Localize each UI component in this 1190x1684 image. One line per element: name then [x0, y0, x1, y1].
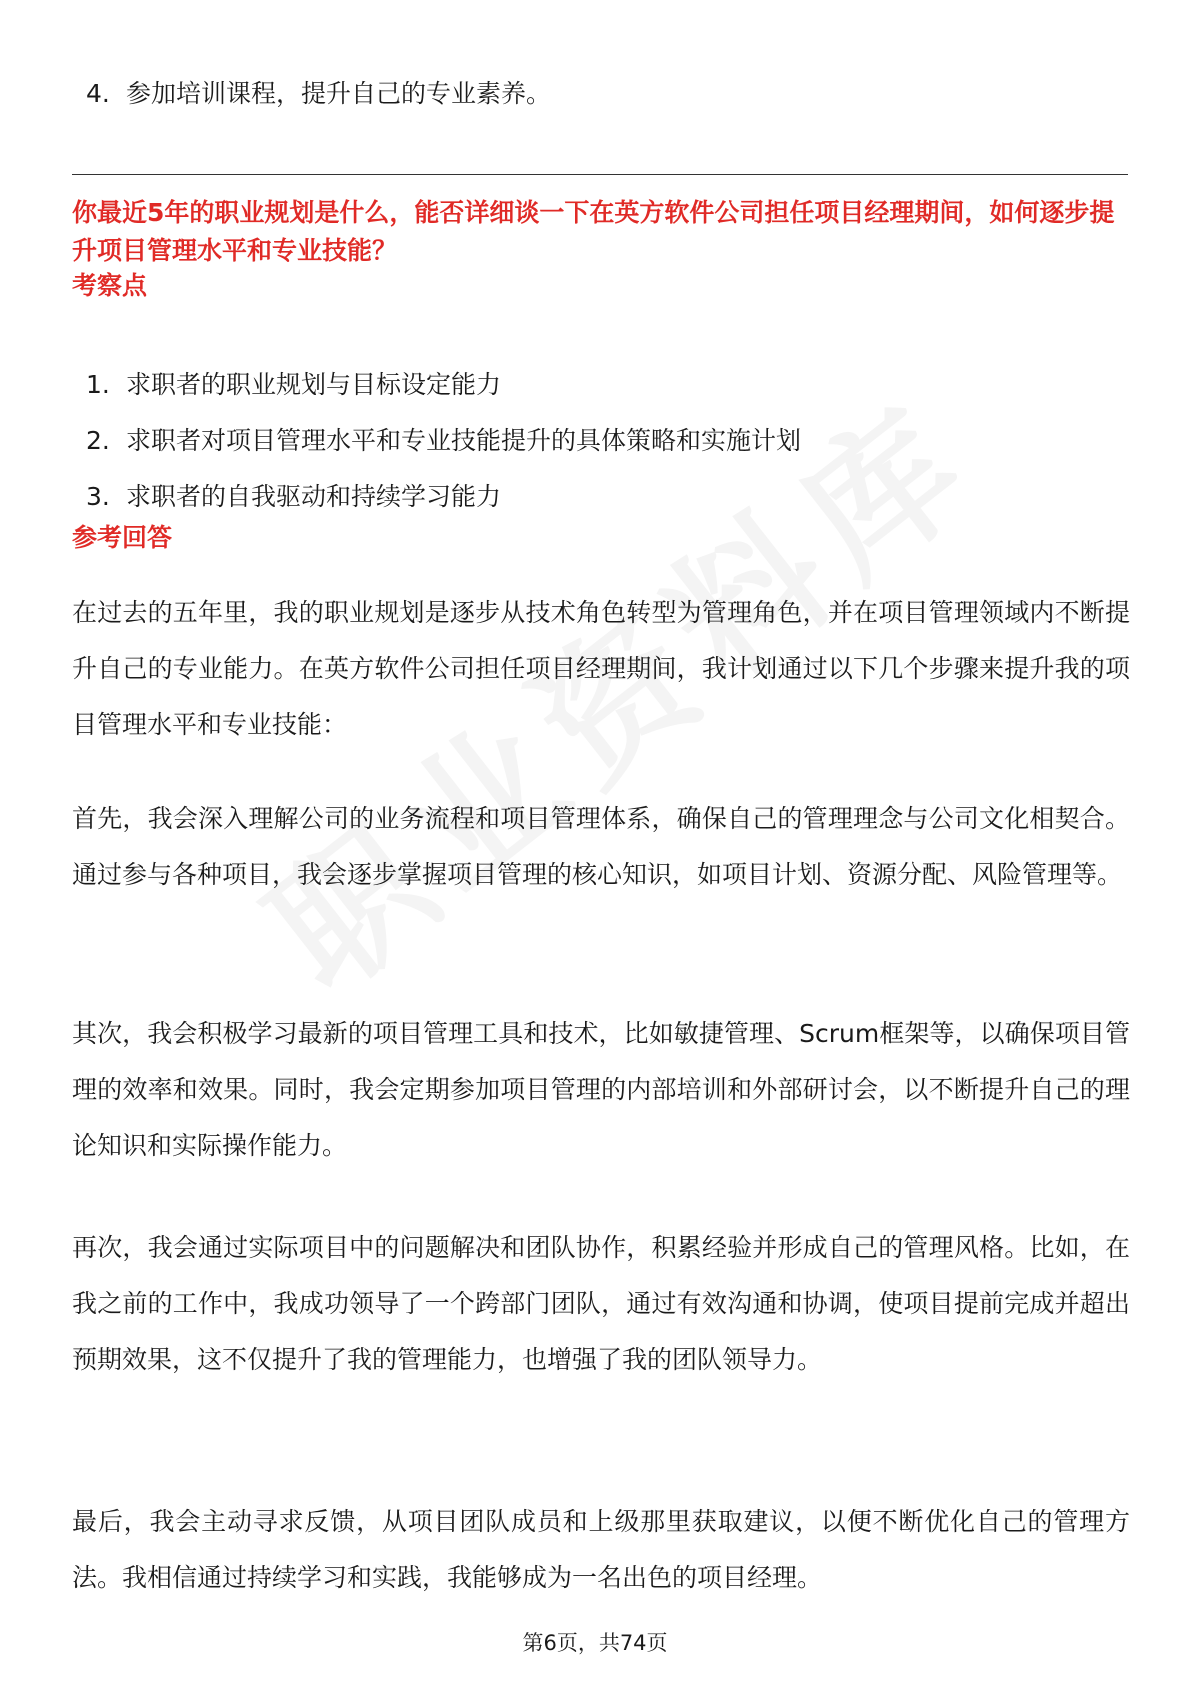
list-text: 求职者对项目管理水平和专业技能提升的具体策略和实施计划: [126, 426, 802, 455]
answer-paragraph: 再次，我会通过实际项目中的问题解决和团队协作，积累经验并形成自己的管理风格。比如，在我之前的工作中，我成功领导了一个跨部门团队，通过有效沟通和协调，使项目提前完成并超出预期效果，这不仅提升了我的管理能力，也增强了我的团队领导力。: [72, 1233, 1130, 1374]
interview-question: 你最近5年的职业规划是什么，能否详细谈一下在英方软件公司担任项目经理期间，如何逐步提升项目管理水平和专业技能？: [72, 198, 1115, 265]
page-footer: 第6页，共74页: [522, 1631, 668, 1655]
previous-list-item: [72, 76, 551, 112]
answer-paragraph: 在过去的五年里，我的职业规划是逐步从技术角色转型为管理角色，并在项目管理领域内不断提升自己的专业能力。在英方软件公司担任项目经理期间，我计划通过以下几个步骤来提升我的项目管理水平和专业技能：: [72, 598, 1130, 739]
answer-paragraph: 最后，我会主动寻求反馈，从项目团队成员和上级那里获取建议，以便不断优化自己的管理方法。我相信通过持续学习和实践，我能够成为一名出色的项目经理。: [72, 1507, 1130, 1592]
reference-answer-heading: 参考回答: [72, 523, 173, 552]
exam-points-list: [72, 367, 801, 535]
list-text: 求职者的职业规划与目标设定能力: [126, 370, 502, 399]
answer-paragraph: 其次，我会积极学习最新的项目管理工具和技术，比如敏捷管理、Scrum框架等，以确保项目管理的效率和效果。同时，我会定期参加项目管理的内部培训和外部研讨会，以不断提升自己的理论知识和实际操作能力。: [72, 1019, 1130, 1160]
list-item: [72, 479, 801, 515]
exam-points-heading: 考察点: [72, 271, 148, 300]
list-text: 参加培训课程，提升自己的专业素养。: [126, 79, 552, 108]
answer-paragraph: 首先，我会深入理解公司的业务流程和项目管理体系，确保自己的管理理念与公司文化相契合。通过参与各种项目，我会逐步掌握项目管理的核心知识，如项目计划、资源分配、风险管理等。: [72, 804, 1130, 889]
section-divider: [72, 174, 1128, 175]
list-number: 4.: [86, 79, 110, 108]
list-number: 2.: [86, 426, 110, 455]
list-number: 1.: [86, 370, 110, 399]
list-number: 3.: [86, 482, 110, 511]
list-item: [72, 367, 801, 403]
list-item: [72, 423, 801, 459]
list-text: 求职者的自我驱动和持续学习能力: [126, 482, 502, 511]
